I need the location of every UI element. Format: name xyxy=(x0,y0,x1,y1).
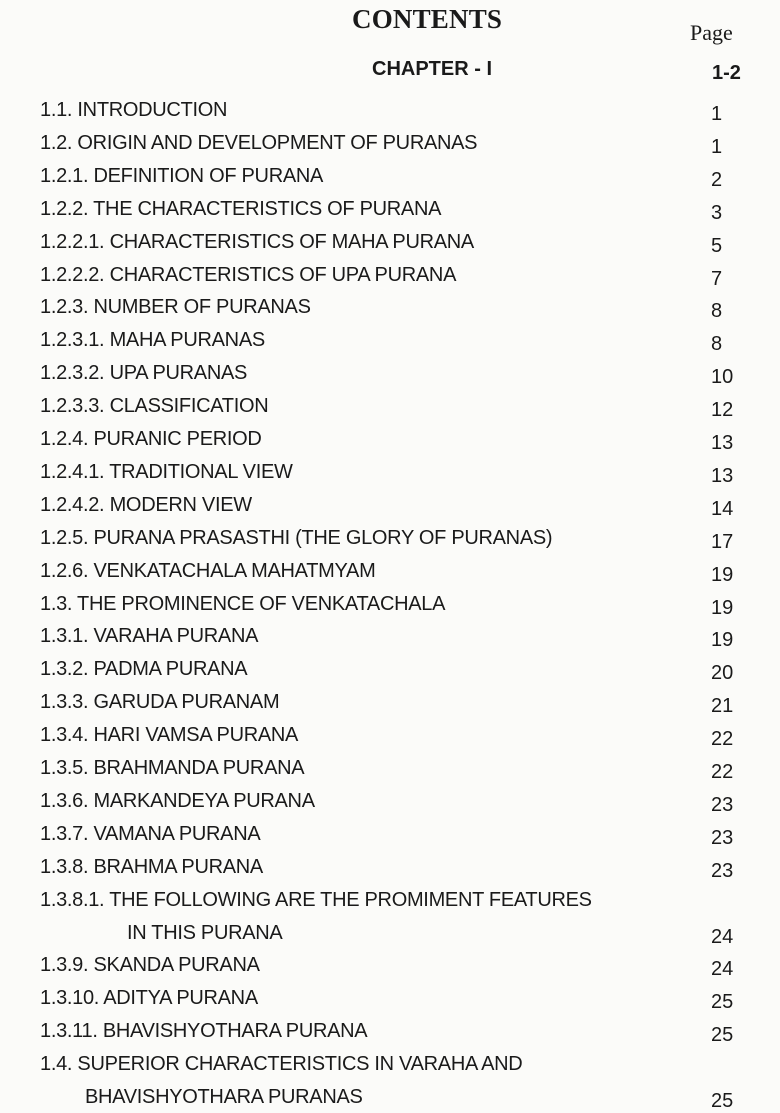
toc-entry-title: 1.2.3. NUMBER OF PURANAS xyxy=(40,296,311,319)
toc-entry-title: 1.4. SUPERIOR CHARACTERISTICS IN VARAHA AND xyxy=(40,1053,523,1076)
toc-entry-title: 1.2.2.1. CHARACTERISTICS OF MAHA PURANA xyxy=(40,230,474,253)
toc-entry-title: 1.2.3.2. UPA PURANAS xyxy=(40,362,248,385)
toc-entry-page: 23 xyxy=(711,859,734,882)
toc-entry-title: 1.2.3.3. CLASSIFICATION xyxy=(40,395,269,418)
toc-entry-title: 1.3.7. VAMANA PURANA xyxy=(40,822,261,845)
toc-entry-title: 1.2.4.1. TRADITIONAL VIEW xyxy=(40,460,293,483)
toc-entry-title: 1.2.2.2. CHARACTERISTICS OF UPA PURANA xyxy=(40,263,457,286)
toc-entry-page: 23 xyxy=(711,793,734,816)
toc-entry-page: 22 xyxy=(711,728,734,751)
toc-entry-title: 1.2.4.2. MODERN VIEW xyxy=(40,493,252,516)
toc-entry-title: 1.3.8.1. THE FOLLOWING ARE THE PROMIMENT FEATURES xyxy=(40,888,592,911)
toc-entry-title: 1.2.5. PURANA PRASASTHI (THE GLORY OF PURANAS) xyxy=(40,526,553,549)
toc-entry-title: 1.3.5. BRAHMANDA PURANA xyxy=(40,757,305,779)
toc-entry-title: 1.3.2. PADMA PURANA xyxy=(40,658,248,681)
toc-entry-title: 1.2.3.1. MAHA PURANAS xyxy=(40,329,265,352)
toc-entry-page: 19 xyxy=(711,629,734,652)
toc-entry-page: 10 xyxy=(711,366,734,389)
toc-entry-title: 1.3.10. ADITYA PURANA xyxy=(40,987,258,1010)
toc-entry-page: 17 xyxy=(711,530,734,553)
toc-entry-page: 1 xyxy=(711,103,723,125)
toc-entry-title: 1.2.1. DEFINITION OF PURANA xyxy=(40,164,324,187)
toc-entry-page: 24 xyxy=(711,958,734,981)
toc-entry-title: 1.2.6. VENKATACHALA MAHATMYAM xyxy=(40,559,376,582)
chapter-heading: CHAPTER - I xyxy=(372,58,492,80)
toc-entry-title: 1.2.2. THE CHARACTERISTICS OF PURANA xyxy=(40,197,442,220)
toc-entry-title: 1.3.6. MARKANDEYA PURANA xyxy=(40,789,315,812)
toc-entry-page: 19 xyxy=(711,563,734,586)
toc-entry-title-continued: BHAVISHYOTHARA PURANAS xyxy=(85,1086,363,1108)
chapter-page-range: 1-2 xyxy=(712,62,741,84)
toc-entry-page: 13 xyxy=(711,432,734,454)
toc-entry-page: 25 xyxy=(711,1090,734,1112)
toc-entry-page: 22 xyxy=(711,761,734,783)
toc-entry-page: 13 xyxy=(711,464,734,487)
toc-entry-title: 1.3.11. BHAVISHYOTHARA PURANA xyxy=(40,1020,368,1043)
toc-entry-page: 19 xyxy=(711,596,734,619)
toc-entry-page: 20 xyxy=(711,662,734,685)
toc-entry-page: 14 xyxy=(711,497,734,520)
toc-entry-page: 8 xyxy=(711,333,723,356)
toc-entry-page: 2 xyxy=(711,168,723,191)
toc-entry-page: 12 xyxy=(711,399,734,422)
toc-entry-page: 25 xyxy=(711,1024,734,1047)
page-column-label: Page xyxy=(690,20,733,45)
toc-entry-page: 23 xyxy=(711,826,734,849)
toc-entry-page: 21 xyxy=(711,695,734,718)
toc-entry-title: 1.2.4. PURANIC PERIOD xyxy=(40,428,262,450)
toc-entry-title: 1.3.1. VARAHA PURANA xyxy=(40,625,259,648)
toc-entry-title: 1.3.8. BRAHMA PURANA xyxy=(40,855,263,878)
toc-entry-page: 1 xyxy=(711,135,723,158)
toc-entry-page: 3 xyxy=(711,201,723,224)
toc-entry-title-continued: IN THIS PURANA xyxy=(127,921,283,944)
toc-entry-title: 1.3.3. GARUDA PURANAM xyxy=(40,691,280,714)
toc-entry-title: 1.3.9. SKANDA PURANA xyxy=(40,954,260,977)
toc-entry-page: 24 xyxy=(711,925,734,948)
toc-entry-title: 1.3.4. HARI VAMSA PURANA xyxy=(40,724,299,747)
toc-entry-title: 1.1. INTRODUCTION xyxy=(40,99,228,121)
toc-entry-page: 7 xyxy=(711,267,723,290)
toc-entry-title: 1.3. THE PROMINENCE OF VENKATACHALA xyxy=(40,592,446,615)
contents-heading: CONTENTS xyxy=(352,4,503,34)
toc-entry-page: 25 xyxy=(711,991,734,1014)
toc-entry-page: 8 xyxy=(711,300,723,323)
toc-entry-title: 1.2. ORIGIN AND DEVELOPMENT OF PURANAS xyxy=(40,131,478,154)
toc-entry-page: 5 xyxy=(711,234,723,257)
